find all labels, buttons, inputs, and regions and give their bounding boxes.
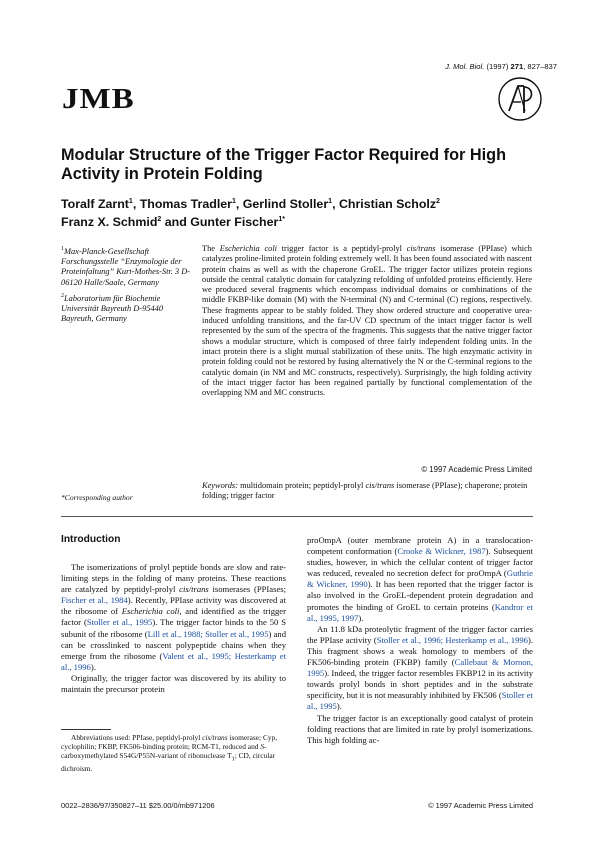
abbreviations-footnote: Abbreviations used: PPIase, peptidyl-prolyl cis/trans isomerase; Cyp, cyclophilin; FKBP, FK506-binding protein; RCM-T1, reduced and S-carboxymethylated S54G/P55N-variant of ribonuclease $T_1$; CD, circular dichroism.: [61, 733, 278, 774]
citation-link[interactable]: Guthrie & Wickner, 1990: [307, 568, 533, 590]
paper-title: Modular Structure of the Trigger Factor Required for High Activity in Protein Folding: [61, 146, 507, 183]
body-paragraph: The isomerizations of prolyl peptide bonds are slow and rate-limiting steps in the folding of many proteins. These reactions are catalyzed by peptidyl-prolyl cis/trans isomerases (PPIases; Fischer et al., 1984). Recently, PPIase activity was discovered at the ribosome of Escherichia coli, and identified as the trigger factor (Stoller et al., 1995). The trigger factor binds to the 50 S subunit of the ribosome (Lill et al., 1988; Stoller et al., 1995) and can be crosslinked to nascent polypeptide chains when they emerge from the ribosome (Valent et al., 1995; Hesterkamp et al., 1996).: [61, 562, 287, 672]
body-paragraph: Originally, the trigger factor was discovered by its ability to maintain the precursor protein: [61, 672, 286, 695]
authors-line-1: Toralf Zarnt$^1$, Thomas Tradler$^1$, Gerlind Stoller$^1$, Christian Scholz$^2$: [61, 197, 440, 212]
section-divider: [61, 516, 533, 517]
academic-press-logo-icon: [496, 75, 544, 123]
section-heading: Introduction: [61, 534, 121, 545]
footnote-divider: [61, 729, 111, 730]
author-list: [61, 194, 541, 230]
article-code: 0022–2836/97/350827–11 $25.00/0/mb971206: [61, 801, 215, 810]
citation-link[interactable]: Fischer et al., 1984: [61, 595, 128, 606]
keywords: Keywords: multidomain protein; peptidyl-prolyl cis/trans isomerase (PPIase); chaperone; protein folding; trigger factor: [202, 481, 528, 501]
citation-link[interactable]: Lill et al., 1988; Stoller et al., 1995: [147, 628, 269, 639]
jmb-logo: JMB: [62, 84, 135, 115]
abstract: The Escherichia coli trigger factor is a peptidyl-prolyl cis/trans isomerase (PPIase) which catalyzes proline-limited protein folding extremely well. It has been found associated with nascent protein chains as well as with the chaperone GroEL. The trigger factor utilizes protein regions outside the central catalytic domain for catalyzing refolding of unfolded proteins efficiently. Here we produced several fragments which encompass individual domains or combinations of the middle FKBP-like domain (M) with the N-terminal (N) and C-terminal (C) regions, respectively. These fragments appear to be stably folded. They show ordered structure and cooperative urea-induced unfolding transitions, and the far-UV CD spectrum of the intact trigger factor is well represented by the sum of the spectra of the fragments. This suggests that the native trigger factor shows a modular structure, which is composed of three fairly independent folding units. In the intact protein there is a slight mutual stabilization of these units. The high enzymatic activity in protein folding could not be restored by fusing alternatively the N or the C-terminal regions to the catalytic domain (in NM and MC constructs, respectively). Surprisingly, the high folding activity of the intact trigger factor has been regained partially by functional complementation of the overlapping NM and MC constructs.: [202, 244, 533, 398]
body-paragraph: proOmpA (outer membrane protein A) in a translocation-competent conformation (Crooke & Wickner, 1987). Subsequent studies, however, in which the cellular content of trigger factor was reduced, revealed no secretion defect for proOmpA (Guthrie & Wickner, 1990). It has been reported that the trigger factor is also involved in the GroEL-dependent protein degradation and promotes the binding of GroEL to certain proteins (Kandror et al., 1995, 1997).: [307, 535, 533, 623]
body-column-left: [61, 534, 286, 695]
citation-link[interactable]: Kandror et al., 1995, 1997: [307, 601, 533, 623]
journal-citation: J. Mol. Biol. (1997) 271, 827–837: [445, 62, 557, 71]
abstract-copyright: © 1997 Academic Press Limited: [421, 465, 532, 474]
footer-copyright: © 1997 Academic Press Limited: [428, 801, 533, 810]
affiliations: [61, 244, 196, 328]
body-paragraph: The trigger factor is an exceptionally good catalyst of protein folding reactions that are limited in rate by prolyl isomerizations. This high folding ac-: [307, 712, 533, 745]
affiliation-2: $^2$Laboratorium für Biochemie Universität Bayreuth D-95440 Bayreuth, Germany: [61, 292, 164, 324]
citation-link[interactable]: Crooke & Wickner, 1987: [397, 546, 486, 557]
citation-link[interactable]: Valent et al., 1995; Hesterkamp et al., 1996: [61, 650, 286, 672]
body-paragraph: An 11.8 kDa proteolytic fragment of the trigger factor carries the PPIase activity (Stoller et al., 1996; Hesterkamp et al., 1996). This fragment shows a weak homology to members of the FK506-binding protein (FKBP) family (Callebaut & Mornon, 1995). Indeed, the trigger factor resembles FKBP12 in its activity towards prolyl bonds in short peptides and in the substrate specificity, but it is not measurably inhibited by FK506 (Stoller et al., 1995).: [307, 623, 533, 712]
corresponding-author-note: *Corresponding author: [61, 493, 133, 502]
authors-line-2: Franz X. Schmid$^2$ and Gunter Fischer$^{1*}$: [61, 215, 285, 230]
affiliation-1: $^1$Max-Planck-Gesellschaft Forschungsstelle “Enzymologie der Proteinfaltung” Kurt-Mothes-Str. 3 D-06120 Halle/Saale, Germany: [61, 246, 191, 287]
body-column-right: [307, 535, 533, 746]
citation-link[interactable]: Stoller et al., 1996; Hesterkamp et al., 1996: [376, 634, 528, 645]
citation-link[interactable]: Stoller et al., 1995: [307, 690, 533, 712]
citation-link[interactable]: Callebaut & Mornon, 1995: [307, 657, 533, 679]
citation-link[interactable]: Stoller et al., 1995: [86, 617, 153, 628]
